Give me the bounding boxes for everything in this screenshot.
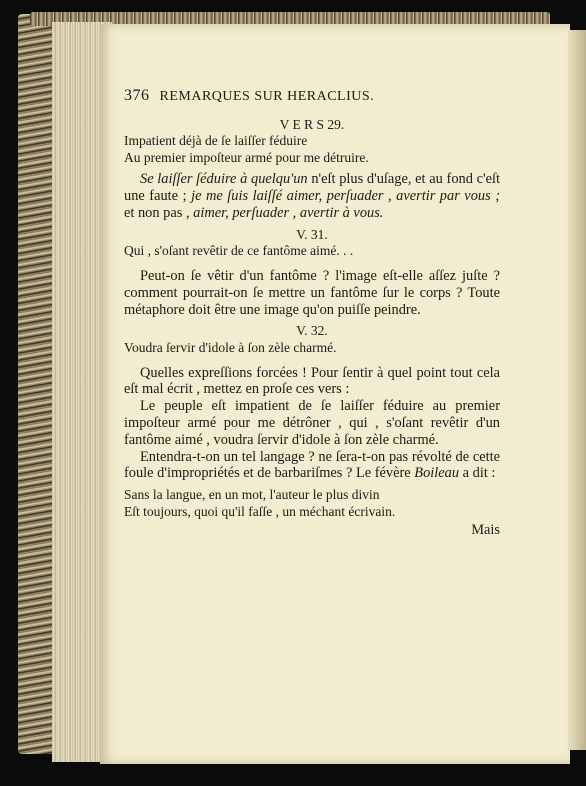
quote-line: Sans la langue, en un mot, l'auteur le plus divin xyxy=(124,487,380,503)
section-heading: V E R S 29. xyxy=(279,116,345,132)
quote-line: Eſt toujours, quoi qu'il faſſe , un méchant écrivain. xyxy=(124,503,396,519)
right-page-edge xyxy=(568,30,586,750)
commentary-paragraph: Se laiſſer ſéduire à quelqu'un n'eſt plus d'uſage, et au fond c'eſt une faute ; je me ſuis laiſſé aimer, perſuader , avertir par vous ; et non pas , aimer, perſuader , avertir à vous. xyxy=(124,171,500,221)
page-text xyxy=(124,88,500,539)
verse-line: Qui , s'oſant revêtir de ce fantôme aimé. . . xyxy=(124,243,354,259)
commentary-paragraph: Entendra-t-on un tel langage ? ne ſera-t-on pas révolté de cette foule d'impropriétés et de barbariſmes ? Le févère Boileau a dit : xyxy=(124,448,500,482)
section-heading: V. 31. xyxy=(296,226,328,242)
running-header xyxy=(124,88,500,106)
verse-line: Au premier impoſteur armé pour me détruire. xyxy=(124,149,369,165)
catchword: Mais xyxy=(471,522,500,539)
verse-line: Impatient déjà de ſe laiſſer féduire xyxy=(124,133,308,149)
verse-line: Voudra ſervir d'idole à ſon zèle charmé. xyxy=(124,339,337,355)
section-heading: V. 32. xyxy=(296,323,328,339)
running-title: REMARQUES SUR HERACLIUS. xyxy=(159,89,375,104)
page-number: 376 xyxy=(124,87,150,104)
prose-paragraph: Le peuple eſt impatient de ſe laiſſer féduire au premier impoſteur armé pour me détrôner , qui , s'oſant revêtir d'un fantôme aimé , voudra ſervir d'idole à ſon zèle charmé. xyxy=(124,398,500,448)
commentary-paragraph: Peut-on ſe vêtir d'un fantôme ? l'image eſt-elle aſſez juſte ? comment pourrait-on ſe mettre un fantôme ſur le corps ? Toute métaphore doit être une image qu'on puiſſe peindre. xyxy=(124,267,500,318)
commentary-paragraph: Quelles expreſſions forcées ! Pour ſentir à quel point tout cela eſt mal écrit , mettez en proſe ces vers : xyxy=(124,364,500,398)
